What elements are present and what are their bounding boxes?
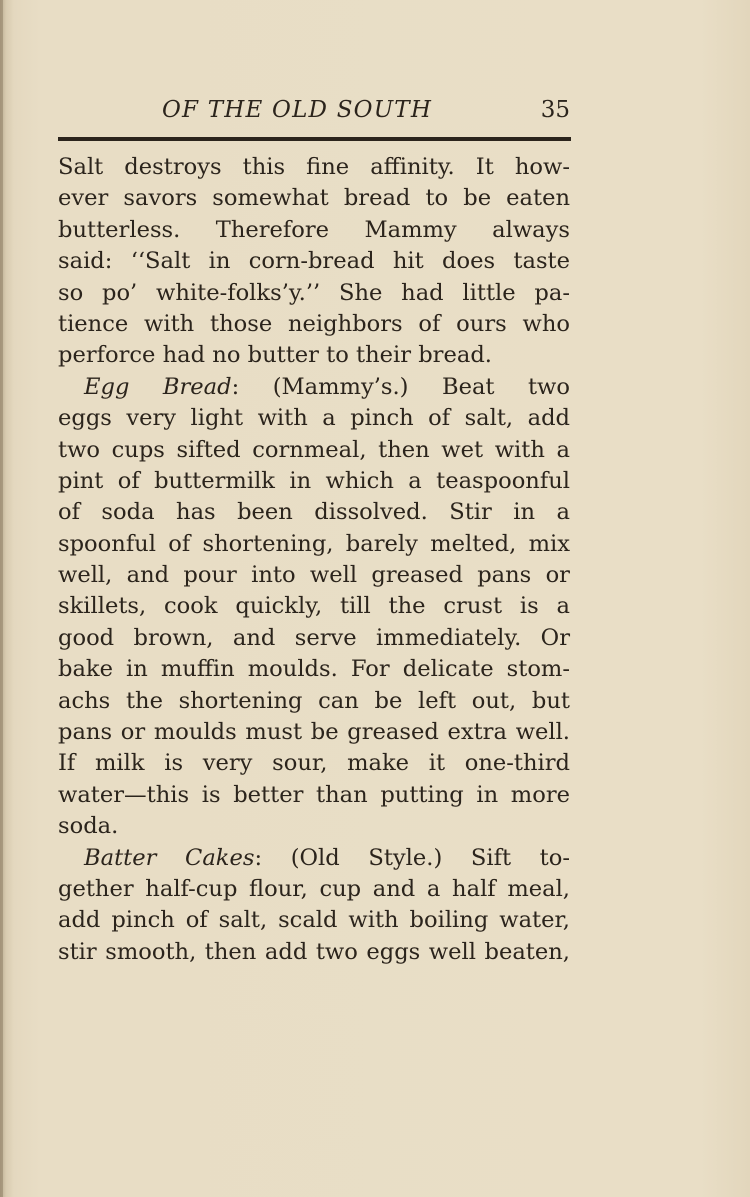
text-line: ever savors somewhat bread to be eaten: [58, 185, 570, 212]
text-line: good brown, and serve immediately. Or: [58, 624, 570, 651]
text-line: If milk is very sour, make it one-third: [58, 750, 570, 777]
text-line: well, and pour into well greased pans or: [58, 562, 570, 589]
text-line: so po’ white-folks’y.’’ She had little pa-: [58, 279, 570, 306]
text-line: bake in muffin moulds. For delicate stom-: [58, 656, 570, 683]
text-line: stir smooth, then add two eggs well beaten,: [58, 938, 570, 965]
page-number: 35: [540, 97, 570, 123]
text-line: said: ‘‘Salt in corn-bread hit does taste: [58, 248, 570, 275]
page-spine-edge: [0, 0, 3, 1197]
header-rule: [58, 137, 571, 141]
running-head: [58, 97, 570, 131]
recipe-heading-line: Batter Cakes: (Old Style.) Sift to-: [84, 844, 570, 871]
text-line: skillets, cook quickly, till the crust is a: [58, 593, 570, 620]
text-line: soda.: [58, 813, 119, 840]
text-line: tience with those neighbors of ours who: [58, 310, 570, 337]
text-line: Salt destroys this fine affinity. It how-: [58, 154, 570, 180]
recipe-heading-line: Egg Bread: (Mammy’s.) Beat two: [84, 373, 570, 400]
recipe-title: Egg Bread: [84, 373, 232, 400]
text-line: eggs very light with a pinch of salt, add: [58, 405, 570, 432]
text-line: water—this is better than putting in more: [58, 781, 570, 808]
body-text: [58, 152, 570, 968]
text-line: two cups sifted cornmeal, then wet with a: [58, 436, 570, 463]
text-line: of soda has been dissolved. Stir in a: [58, 499, 570, 526]
running-title: OF THE OLD SOUTH: [162, 97, 433, 123]
text-line: achs the shortening can be left out, but: [58, 687, 570, 714]
text-line: pans or moulds must be greased extra well.: [58, 719, 570, 746]
text-line: add pinch of salt, scald with boiling water,: [58, 907, 570, 934]
text-line: pint of buttermilk in which a teaspoonful: [58, 467, 570, 494]
text-line: spoonful of shortening, barely melted, mix: [58, 530, 570, 557]
recipe-title: Batter Cakes: [84, 844, 255, 871]
text-line: butterless. Therefore Mammy always: [58, 216, 570, 243]
text-line: perforce had no butter to their bread.: [58, 342, 492, 369]
text-line: gether half-cup flour, cup and a half meal,: [58, 875, 570, 902]
